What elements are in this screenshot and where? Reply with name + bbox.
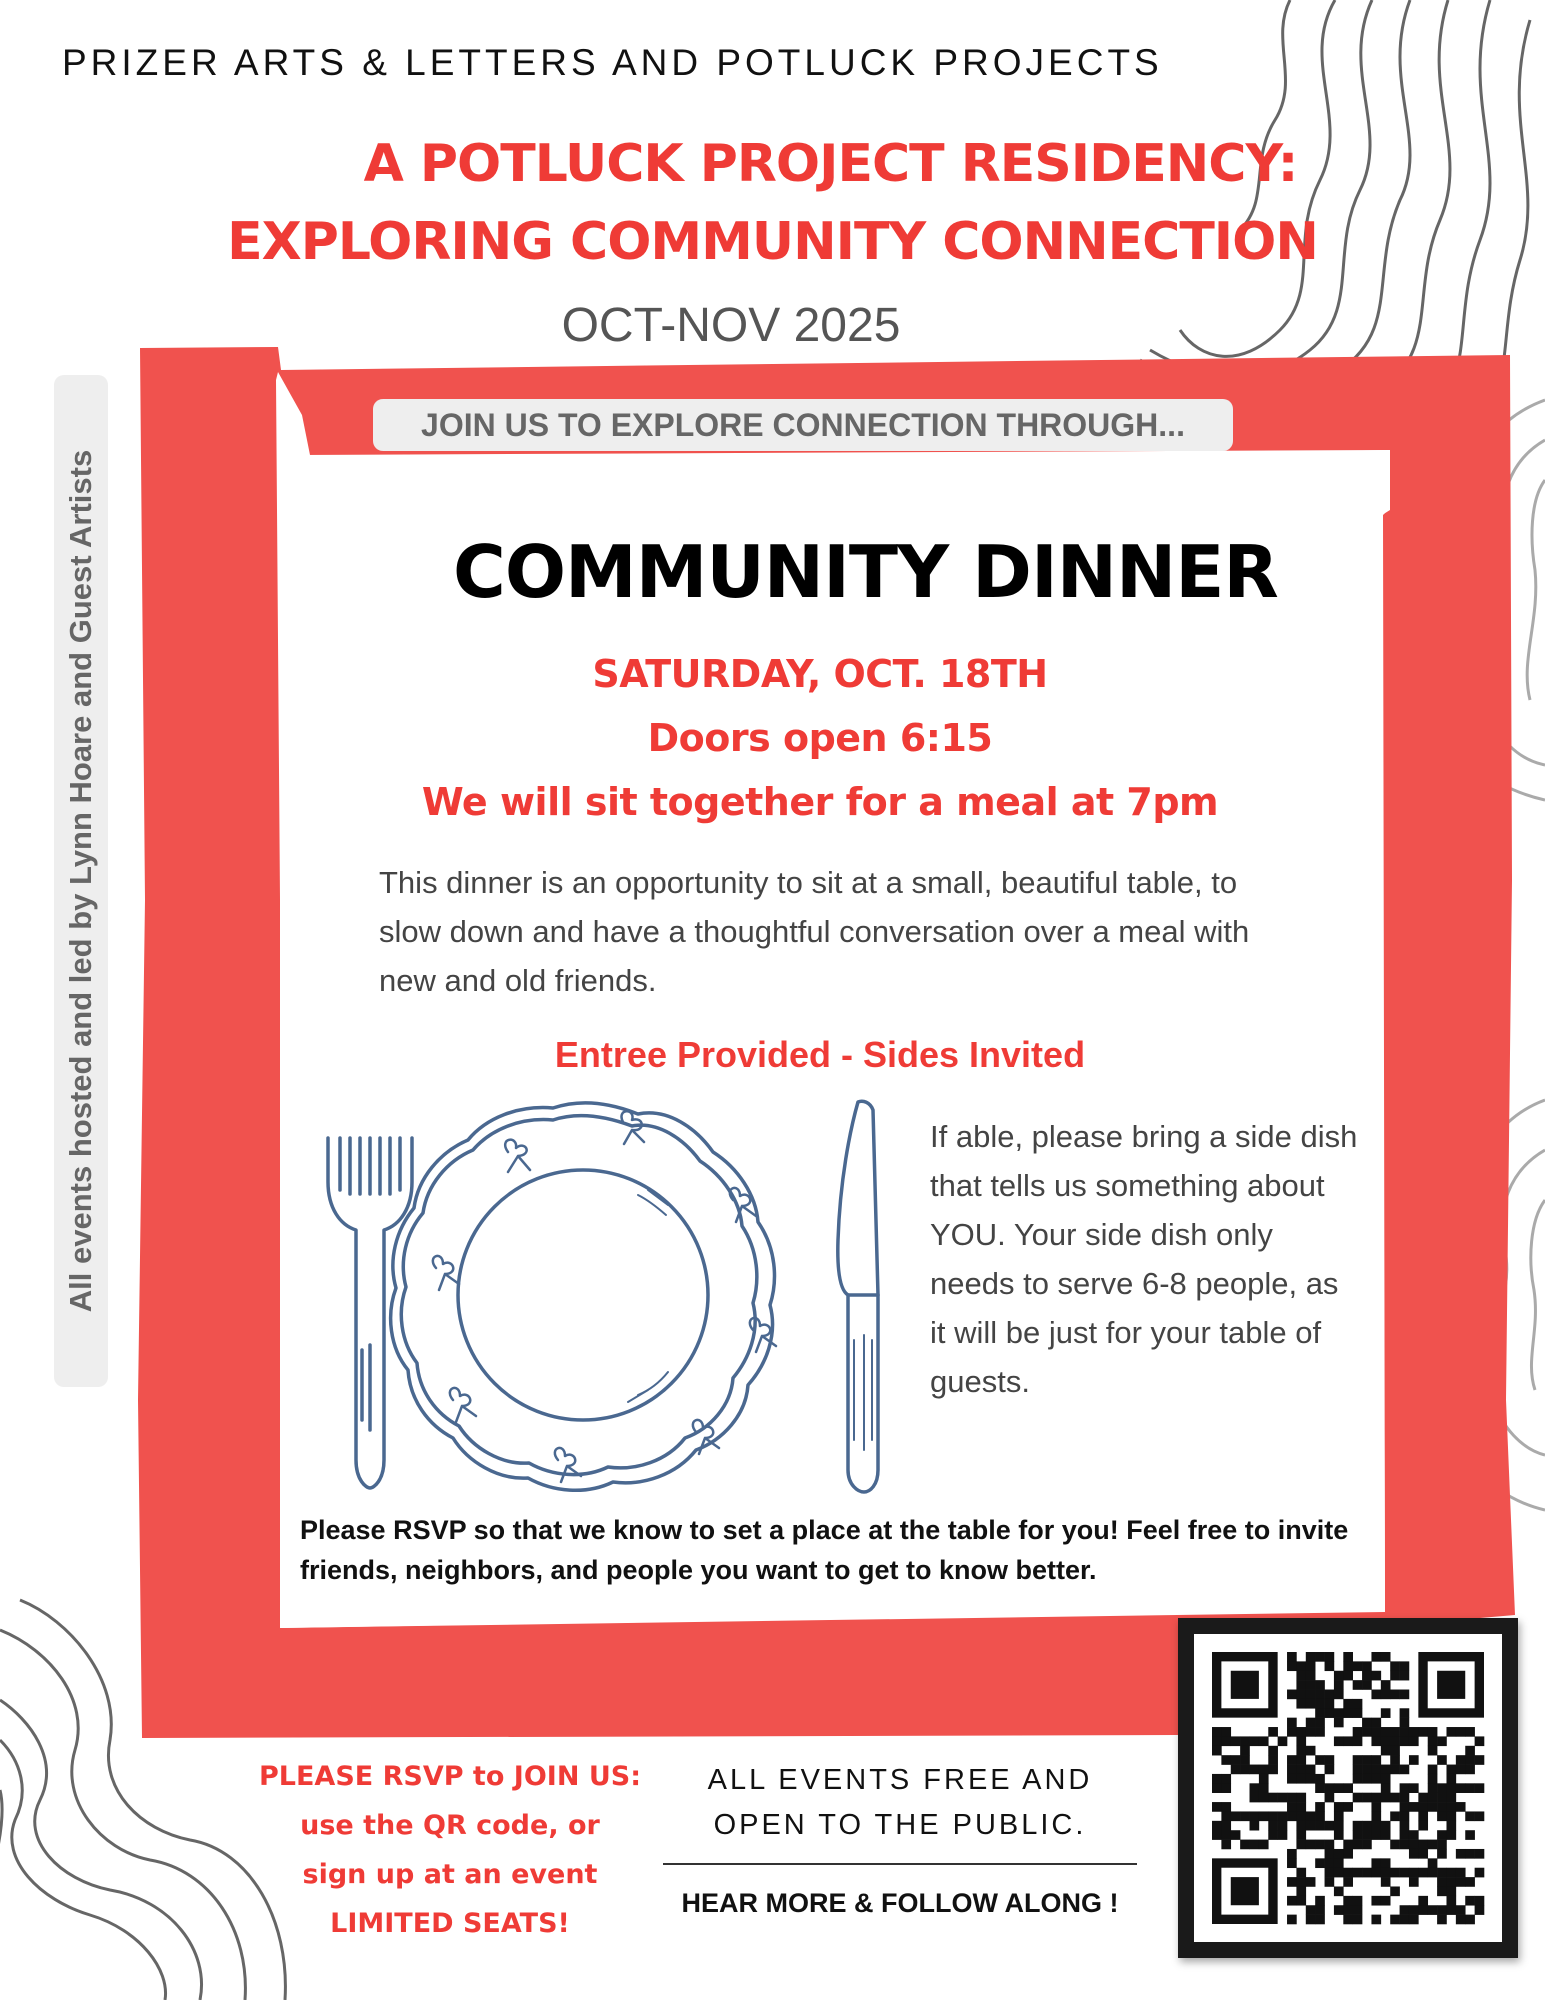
rsvp-line-2: use the QR code, or [300,1810,600,1841]
qr-code[interactable] [1194,1634,1502,1942]
side-banner-text: All events hosted and led by Lynn Hoare and Guest Artists [63,449,98,1313]
intro-badge: JOIN US TO EXPLORE CONNECTION THROUGH... [373,399,1233,451]
event-description: This dinner is an opportunity to sit at a small, beautiful table, to slow down and have a thoughtful conversation over a meal with new and old friends. [379,865,1250,998]
event-series-title-line1: A POTLUCK PROJECT RESIDENCY: [363,134,1298,194]
rsvp-line-1: PLEASE RSVP to JOIN US: [258,1761,641,1792]
event-series-title-line2: EXPLORING COMMUNITY CONNECTION [227,212,1318,272]
rsvp-line-3: sign up at an event [302,1859,598,1890]
rsvp-line-4: LIMITED SEATS! [330,1908,570,1939]
follow-along-text: HEAR MORE & FOLLOW ALONG ! [681,1888,1119,1918]
side-dish-note: If able, please bring a side dish that tells us something about YOU. Your side dish only needs to serve 6-8 people, as it will be just for your table of guests. [930,1119,1358,1399]
knife-icon [838,1101,878,1492]
qr-code-frame[interactable] [1178,1618,1518,1958]
plate-icon [391,1103,776,1490]
qr-code-background [1194,1634,1502,1942]
rsvp-instructions [240,1752,660,1948]
free-line-1: ALL EVENTS FREE AND [707,1764,1093,1796]
doors-open-time: Doors open 6:15 [647,716,993,760]
rsvp-note: Please RSVP so that we know to set a place at the table for you! Feel free to invite friends, neighbors, and people you want to get to know better. [300,1515,1349,1585]
place-setting-illustration [318,1090,908,1510]
event-date: SATURDAY, OCT. 18TH [592,652,1048,696]
presenter-line: PRIZER ARTS & LETTERS AND POTLUCK PROJECTS [62,42,1163,83]
free-line-2: OPEN TO THE PUBLIC. [713,1809,1087,1841]
event-dates: OCT-NOV 2025 [561,299,901,352]
event-heading: COMMUNITY DINNER [453,530,1278,614]
entree-note: Entree Provided - Sides Invited [554,1034,1086,1075]
free-events-note [660,1758,1140,1848]
meal-time: We will sit together for a meal at 7pm [421,780,1219,824]
fork-icon [328,1138,412,1488]
divider [663,1863,1137,1865]
